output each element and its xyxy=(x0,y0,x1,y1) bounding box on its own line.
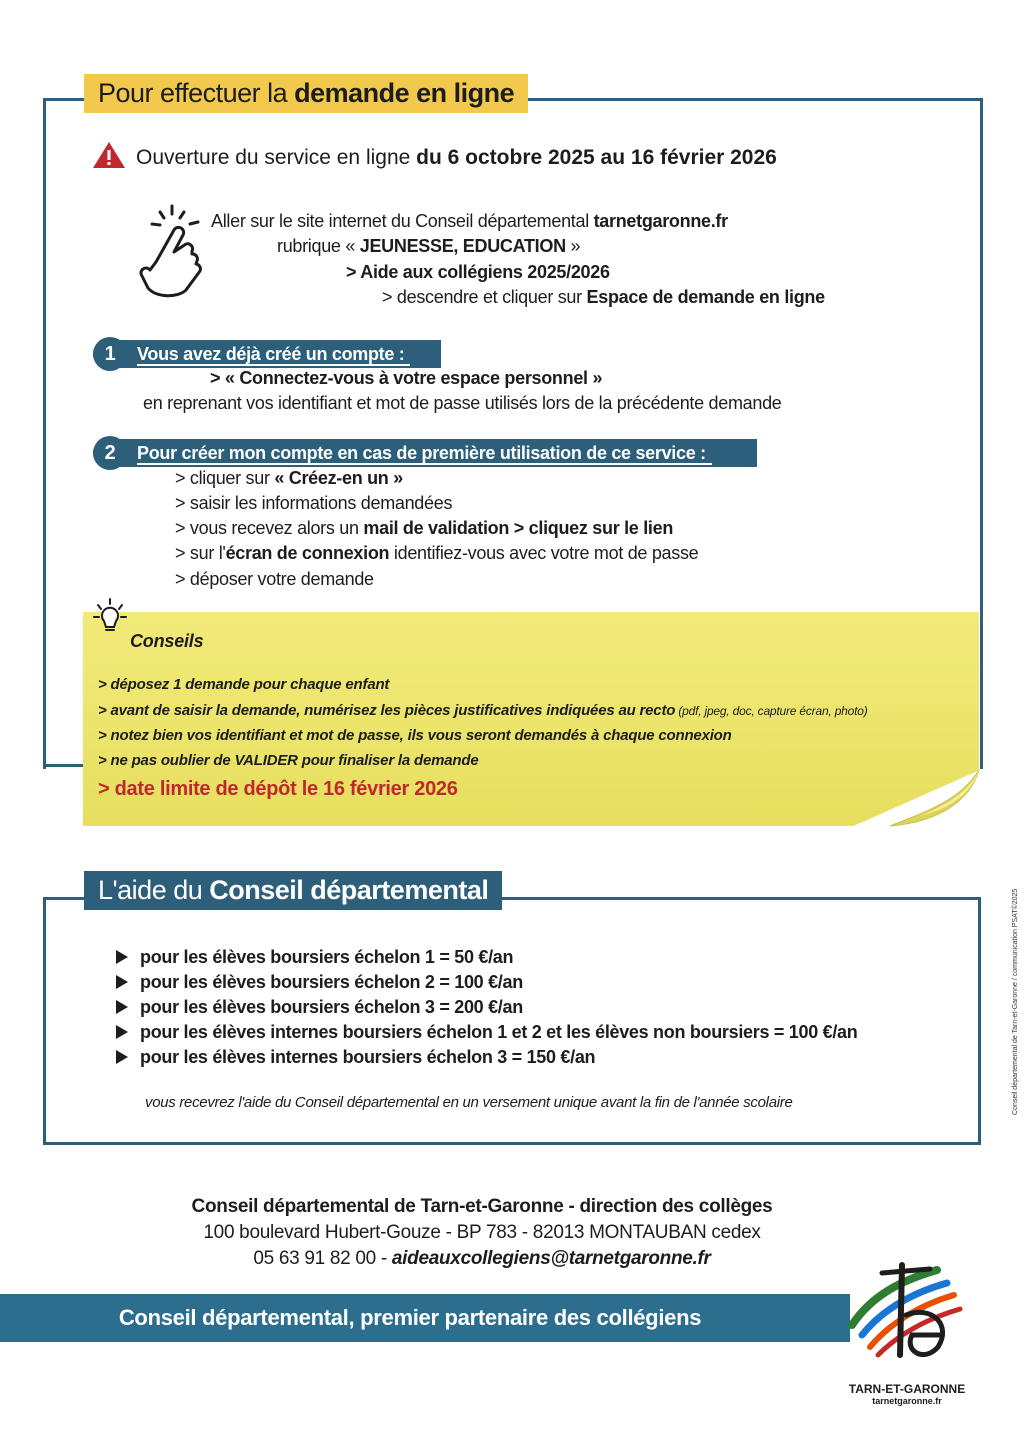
case-number-badge: 2 xyxy=(93,436,127,470)
aide-note: vous recevrez l'aide du Conseil départemental en un versement unique avant la fin de l'année scolaire xyxy=(145,1094,793,1111)
step-line-2 xyxy=(277,236,580,257)
opening-dates-row xyxy=(92,141,777,175)
step-subsection: > Aide aux collégiens 2025/2026 xyxy=(346,262,610,282)
case-1-line-1 xyxy=(210,368,602,389)
title-normal-part: L'aide du xyxy=(98,875,210,905)
warning-icon xyxy=(92,141,126,175)
aide-item-text: pour les élèves boursiers échelon 3 = 200 €/an xyxy=(140,997,523,1017)
click-link-label: cliquez sur le lien xyxy=(528,518,674,538)
step-rubrique: JEUNESSE, EDUCATION xyxy=(359,236,566,256)
aide-item-text: pour les élèves internes boursiers échelon 3 = 150 €/an xyxy=(140,1047,596,1067)
case-2-line-5 xyxy=(175,569,374,590)
section-title-online xyxy=(84,74,528,113)
title-bold-part: Conseil départemental xyxy=(209,875,489,905)
case-2-line-2 xyxy=(175,493,452,514)
case-text: > saisir les informations demandées xyxy=(175,493,453,513)
triangle-bullet-icon xyxy=(116,1025,128,1039)
case-2-line-3 xyxy=(175,518,673,539)
triangle-bullet-icon xyxy=(116,975,128,989)
case-heading-text: Pour créer mon compte en cas de première utilisation de ce service : xyxy=(137,443,712,465)
contact-phone: 05 63 91 82 00 - xyxy=(253,1248,392,1269)
aide-item xyxy=(116,997,523,1018)
case-2-line-4 xyxy=(175,543,698,564)
case-text: > sur l' xyxy=(175,543,226,563)
step-text: > descendre et cliquer sur xyxy=(382,287,587,307)
title-bold-part: demande en ligne xyxy=(294,78,515,108)
aide-item xyxy=(116,947,513,968)
aide-item xyxy=(116,972,523,993)
tip-1: > déposez 1 demande pour chaque enfant xyxy=(98,676,390,693)
step-text: rubrique « xyxy=(277,236,360,256)
create-account-label: « Créez-en un » xyxy=(274,468,403,488)
aide-item-text: pour les élèves boursiers échelon 2 = 100 €/an xyxy=(140,972,523,992)
case-text: > cliquer sur xyxy=(175,468,275,488)
page-curl xyxy=(890,770,980,830)
case-number-badge: 1 xyxy=(93,337,127,371)
case-text: > vous recevez alors un xyxy=(175,518,364,538)
deadline-text: > date limite de dépôt le 16 février 2026 xyxy=(98,778,458,800)
case-1-line-2 xyxy=(143,393,782,414)
aide-item-text: pour les élèves boursiers échelon 1 = 50 €/an xyxy=(140,947,514,967)
logo-url: tarnetgaronne.fr xyxy=(872,1396,942,1406)
title-normal-part: Pour effectuer la xyxy=(98,78,295,108)
case-1-heading xyxy=(93,340,441,368)
step-text: Aller sur le site internet du Conseil départemental xyxy=(211,211,594,231)
aide-item xyxy=(116,1047,595,1068)
triangle-bullet-icon xyxy=(116,1050,128,1064)
tip-4: > ne pas oublier de VALIDER pour finaliser la demande xyxy=(98,752,479,769)
step-line-4 xyxy=(382,287,825,308)
contact-address: 100 boulevard Hubert-Gouze - BP 783 - 82013 MONTAUBAN cedex xyxy=(203,1222,761,1243)
hand-click-icon xyxy=(134,204,208,300)
login-screen: écran de connexion xyxy=(225,543,390,563)
contact-email-link[interactable]: aideauxcollegiens@tarnetgaronne.fr xyxy=(391,1248,711,1269)
aide-item-text: pour les élèves internes boursiers échelon 1 et 2 et les élèves non boursiers = 100 €/an xyxy=(140,1022,858,1042)
case-heading-text: Vous avez déjà créé un compte : xyxy=(137,344,410,366)
case-2-heading xyxy=(93,439,757,467)
case-2-line-1 xyxy=(175,468,403,489)
footer-banner-text: Conseil départemental, premier partenaire des collégiens xyxy=(118,1305,702,1330)
opening-text: Ouverture du service en ligne xyxy=(136,146,417,169)
triangle-bullet-icon xyxy=(116,1000,128,1014)
step-line-3 xyxy=(346,262,610,283)
step-line-1 xyxy=(211,211,728,232)
aide-item xyxy=(116,1022,857,1043)
tip-3: > notez bien vos identifiant et mot de passe, ils vous seront demandés à chaque connexion xyxy=(98,727,732,744)
logo-name: TARN-ET-GARONNE xyxy=(848,1382,966,1396)
conseils-title: Conseils xyxy=(130,631,204,651)
site-link[interactable]: tarnetgaronne.fr xyxy=(593,211,728,231)
tip-text: > avant de saisir la demande, numérisez les pièces justificatives indiquées au recto xyxy=(98,702,676,719)
triangle-bullet-icon xyxy=(116,950,128,964)
tip-2 xyxy=(98,702,868,719)
case-text: > xyxy=(509,518,529,538)
step-espace: Espace de demande en ligne xyxy=(586,287,825,307)
opening-dates: du 6 octobre 2025 au 16 février 2026 xyxy=(416,146,777,169)
credit-text: Conseil départemental de Tarn-et-Garonne / communication PSAT©2025 xyxy=(1012,888,1019,1115)
case-text: identifiez-vous avec votre mot de passe xyxy=(389,543,699,563)
tip-file-types: (pdf, jpeg, doc, capture écran, photo) xyxy=(675,704,868,718)
tarn-et-garonne-logo xyxy=(842,1255,970,1375)
lightbulb-icon xyxy=(92,597,128,642)
contact-org: Conseil départemental de Tarn-et-Garonne - direction des collèges xyxy=(191,1196,773,1217)
case-text: > déposer votre demande xyxy=(175,569,374,589)
validation-mail: mail de validation xyxy=(363,518,510,538)
connect-instruction: > « Connectez-vous à votre espace personnel » xyxy=(210,368,603,388)
case-text: en reprenant vos identifiant et mot de passe utilisés lors de la précédente demande xyxy=(143,393,782,413)
step-text: » xyxy=(565,236,581,256)
section-title-aide xyxy=(84,871,502,910)
